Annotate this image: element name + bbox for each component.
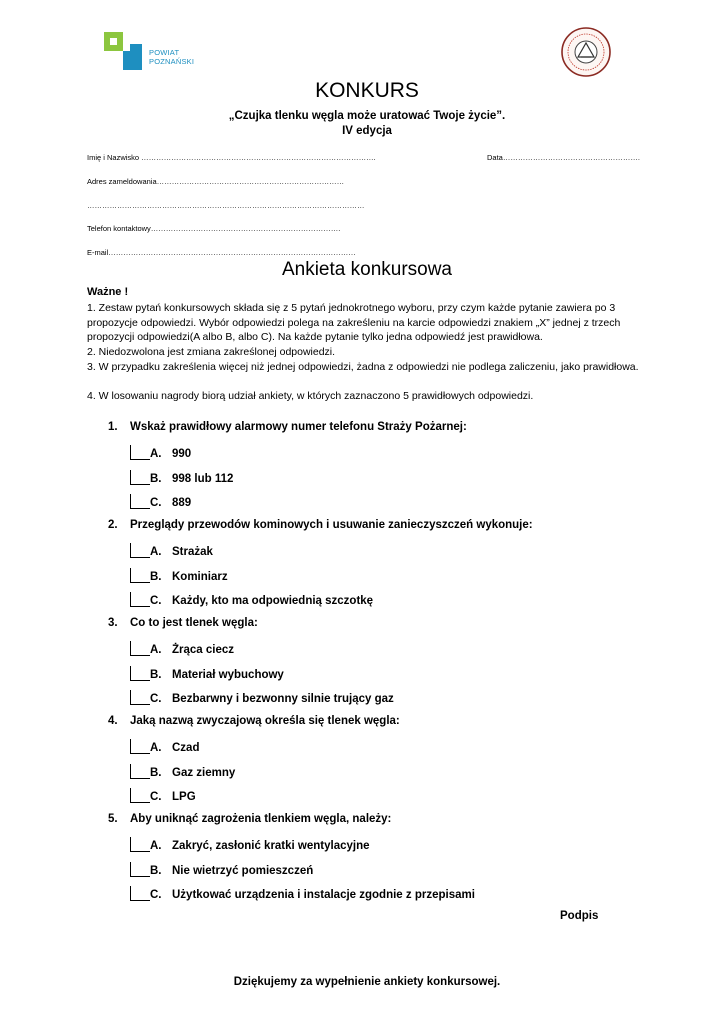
- option-text: Strażak: [172, 546, 213, 558]
- answer-checkbox[interactable]: [130, 764, 150, 779]
- q3-option-c[interactable]: [130, 690, 394, 705]
- q5-option-c[interactable]: [130, 886, 475, 901]
- important-label: Ważne !: [87, 286, 129, 298]
- question-number: 1.: [108, 421, 118, 433]
- question-text: Co to jest tlenek węgla:: [130, 617, 258, 629]
- q1-option-c[interactable]: [130, 494, 191, 509]
- option-letter: A.: [150, 840, 162, 852]
- answer-checkbox[interactable]: [130, 470, 150, 485]
- answer-checkbox[interactable]: [130, 592, 150, 607]
- option-letter: A.: [150, 448, 162, 460]
- option-letter: B.: [150, 571, 162, 583]
- option-letter: B.: [150, 473, 162, 485]
- email-field[interactable]: E-mail………………………………………………………………………………………: [87, 248, 356, 257]
- option-letter: C.: [150, 693, 162, 705]
- answer-checkbox[interactable]: [130, 543, 150, 558]
- thank-you-note: Dziękujemy za wypełnienie ankiety konkursowej.: [233, 976, 501, 988]
- option-letter: A.: [150, 546, 162, 558]
- answer-checkbox[interactable]: [130, 641, 150, 656]
- answer-checkbox[interactable]: [130, 494, 150, 509]
- q5-option-b[interactable]: [130, 862, 313, 877]
- q4-option-c[interactable]: [130, 788, 196, 803]
- option-letter: C.: [150, 791, 162, 803]
- option-text: 990: [172, 448, 192, 460]
- edition-label: IV edycja: [342, 125, 392, 137]
- question-text: Wskaż prawidłowy alarmowy numer telefonu Straży Pożarnej:: [130, 421, 467, 433]
- option-text: Bezbarwny i bezwonny silnie trujący gaz: [172, 693, 394, 705]
- q4-option-a[interactable]: [130, 739, 199, 754]
- question-text: Aby uniknąć zagrożenia tlenkiem węgla, należy:: [130, 813, 392, 825]
- date-field[interactable]: Data……………………………………………….: [487, 153, 640, 162]
- page-title: KONKURS: [315, 79, 419, 102]
- address-field-line-2[interactable]: …………………………………………………………………………………………………: [87, 201, 365, 210]
- answer-checkbox[interactable]: [130, 739, 150, 754]
- question-text: Przeglądy przewodów kominowych i usuwanie zanieczyszczeń wykonuje:: [130, 519, 533, 531]
- answer-checkbox[interactable]: [130, 445, 150, 460]
- question-text: Jaką nazwą zwyczajową określa się tlenek węgla:: [130, 715, 400, 727]
- option-text: Czad: [172, 742, 200, 754]
- q3-option-a[interactable]: [130, 641, 234, 656]
- option-text: Żrąca ciecz: [172, 644, 235, 656]
- logo-text-line-1: POWIAT: [149, 48, 180, 57]
- option-text: Gaz ziemny: [172, 767, 236, 779]
- option-letter: B.: [150, 669, 162, 681]
- question-4: [108, 715, 400, 727]
- phone-field[interactable]: Telefon kontaktowy………………………………………………………………….: [87, 224, 341, 233]
- option-text: Zakryć, zasłonić kratki wentylacyjne: [172, 840, 370, 852]
- rule-3: 3. W przypadku zakreślenia więcej niż jednej odpowiedzi, żadna z odpowiedzi nie podlega zaliczeniu, jako prawidłowa.: [87, 361, 639, 373]
- answer-checkbox[interactable]: [130, 690, 150, 705]
- survey-title: Ankieta konkursowa: [281, 259, 453, 280]
- question-number: 4.: [108, 715, 118, 727]
- option-letter: C.: [150, 595, 162, 607]
- option-letter: B.: [150, 865, 162, 877]
- answer-checkbox[interactable]: [130, 837, 150, 852]
- question-number: 5.: [108, 813, 118, 825]
- logo-text-line-2: POZNAŃSKI: [149, 57, 195, 66]
- question-2: [108, 519, 533, 531]
- rule-2: 2. Niedozwolona jest zmiana zakreślonej odpowiedzi.: [87, 346, 336, 358]
- option-text: Użytkować urządzenia i instalacje zgodnie z przepisami: [172, 889, 475, 901]
- q2-option-c[interactable]: [130, 592, 373, 607]
- option-text: Kominiarz: [172, 571, 228, 583]
- option-letter: A.: [150, 742, 162, 754]
- option-text: Każdy, kto ma odpowiednią szczotkę: [172, 595, 374, 607]
- logo-text: [149, 48, 194, 66]
- contest-subtitle: „Czujka tlenku węgla może uratować Twoje życie”.: [228, 110, 506, 122]
- rule-1: 1. Zestaw pytań konkursowych składa się z 5 pytań jednokrotnego wyboru, przy czym każde pytanie zawiera po 3 propozycje odpowiedzi. Wybór odpowiedzi polega na zakreśleniu na karcie odpowiedzi znakiem „X” jednej z trzech propozycji odpowiedzi(A albo B, albo C). Na każde pytanie tylko jedna odpowiedź jest prawidłowa.: [87, 302, 621, 344]
- option-letter: C.: [150, 497, 162, 509]
- answer-checkbox[interactable]: [130, 788, 150, 803]
- question-5: [108, 813, 391, 825]
- q2-option-b[interactable]: [130, 568, 228, 583]
- q4-option-b[interactable]: [130, 764, 235, 779]
- option-letter: B.: [150, 767, 162, 779]
- question-number: 2.: [108, 519, 118, 531]
- question-1: [108, 421, 467, 433]
- q1-option-b[interactable]: [130, 470, 233, 485]
- fire-brigade-seal-logo: [558, 26, 614, 78]
- option-text: 889: [172, 497, 192, 509]
- option-text: 998 lub 112: [172, 473, 234, 485]
- option-text: Nie wietrzyć pomieszczeń: [172, 865, 314, 877]
- rule-4: 4. W losowaniu nagrody biorą udział ankiety, w których zaznaczono 5 prawidłowych odpowiedzi.: [87, 390, 534, 402]
- q3-option-b[interactable]: [130, 666, 284, 681]
- q5-option-a[interactable]: [130, 837, 370, 852]
- question-3: [108, 617, 258, 629]
- address-field[interactable]: Adres zameldowania…………………………………………………………………: [87, 177, 345, 186]
- option-text: LPG: [172, 791, 196, 803]
- question-number: 3.: [108, 617, 118, 629]
- option-letter: C.: [150, 889, 162, 901]
- logo-square-blue: [123, 51, 142, 70]
- option-letter: A.: [150, 644, 162, 656]
- answer-checkbox[interactable]: [130, 862, 150, 877]
- answer-checkbox[interactable]: [130, 886, 150, 901]
- q1-option-a[interactable]: [130, 445, 191, 460]
- signature-label: Podpis: [560, 910, 599, 922]
- answer-checkbox[interactable]: [130, 568, 150, 583]
- q2-option-a[interactable]: [130, 543, 213, 558]
- option-text: Materiał wybuchowy: [172, 669, 284, 681]
- answer-checkbox[interactable]: [130, 666, 150, 681]
- name-field[interactable]: Imię i Nazwisko ………………………………………………………………………………….: [87, 153, 376, 162]
